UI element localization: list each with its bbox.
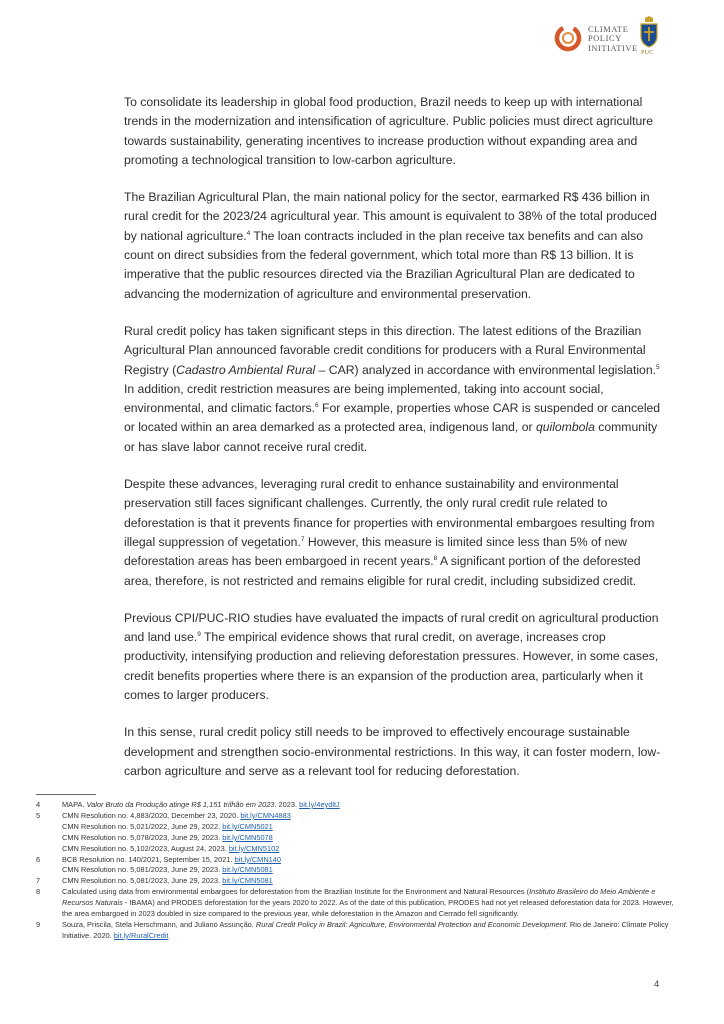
footnote-7: 7 CMN Resolution no. 5,081/2023, June 29, 2023. bit.ly/CMN5081 <box>36 876 273 886</box>
footnote-ref-4[interactable]: 4 <box>246 229 251 237</box>
footnote-5-link-2[interactable]: bit.ly/CMN5021 <box>222 821 273 831</box>
paragraph-3: Rural credit policy has taken significant steps in this direction. The latest editions of the Brazilian Agricultural Plan announced favorable credit conditions for producers with a Rural Environmental Registry (Cadastro Ambiental Rural – CAR) analyzed in accordance with environmental legislation.$^5$ In addition, credit restriction measures are being implemented, taking into account social, environmental, and climatic factors.$^6$ For example, properties whose CAR is suspended or canceled or located within an area demarked as a protected area, indigenous land, or quilombola community or has slave labor cannot receive rural credit. <box>124 323 661 454</box>
cpi-logo-text: CLIMATE POLICY INITIATIVE <box>588 25 638 53</box>
footnote-8: 8 Calculated using data from environmental embargoes for deforestation from the Brazilian Institute for the Environment and Natural Resources (Instituto Brasileiro do Meio Ambiente e Recursos Naturais - IBAMA) and PRODES deforestation for the years 2020 to 2022. As of the date of this publication, PRODES had not yet released deforestation data for 2023. However, the area embargoed in 2023 doubled in size compared to the previous year, while deforestation in the Amazon and Cerrado fell significantly. <box>36 887 674 919</box>
footnote-ref-9[interactable]: 9 <box>197 631 201 639</box>
footnote-6: 6 BCB Resolution no. 140/2021, September 15, 2021. bit.ly/CMN140 CMN Resolution no. 5,081/2023, June 29, 2023. bit.ly/CMN5081 <box>36 854 281 875</box>
footnote-9: 9 Souza, Priscila, Stela Herschmann, and Juliano Assunção. Rural Credit Policy in Brazil: Agriculture, Environmental Protection and Economic Development. Rio de Janeiro: Climate Policy Initiative. 2020. bit.ly/RuralCredit <box>36 919 669 940</box>
footnote-4-link[interactable]: bit.ly/4eydltJ <box>299 800 340 809</box>
footnote-4: 4 MAPA. Valor Bruto da Produção atinge R$ 1,151 trilhão em 2023. 2023. bit.ly/4eydltJ <box>36 800 340 809</box>
footnotes <box>36 800 676 942</box>
paragraph-5: Previous CPI/PUC-RIO studies have evaluated the impacts of rural credit on agricultural production and land use.$^9$ The empirical evidence shows that rural credit, on average, increases crop productivity, intensifying production and relieving deforestation pressures. However, in some cases, credit benefits properties where there is an expansion of the production area, particularly when it comes to larger producers. <box>124 610 659 703</box>
footnote-9-link[interactable]: bit.ly/RuralCredit <box>113 930 169 940</box>
footnote-divider <box>36 794 96 795</box>
footnote-6-link-1[interactable]: bit.ly/CMN140 <box>234 854 281 864</box>
header-logos <box>552 14 724 62</box>
paragraph-1: To consolidate its leadership in global food production, Brazil needs to keep up with international trends in the modernization and intensification of agriculture. Public policies must direct agriculture towards sustainability, generating incentives to increase production without expanding area and promoting a technological transition to low-carbon agriculture. <box>124 95 654 167</box>
footnote-ref-7[interactable]: 7 <box>300 535 305 543</box>
footnote-ref-6[interactable]: 6 <box>315 402 319 410</box>
footnote-5: 5 CMN Resolution no. 4,883/2020, December 23, 2020. bit.ly/CMN4883 CMN Resolution no. 5,021/2022, June 29, 2022. bit.ly/CMN5021 CMN Resolution no. 5,078/2023, June 29, 2023. bit.ly/CMN5078 CMN Resolution no. 5,102/2023, August 24, 2023. bit.ly/CMN5102 <box>36 810 291 853</box>
paragraph-4: Despite these advances, leveraging rural credit to enhance sustainability and environmental preservation still faces significant challenges. Currently, the only rural credit rule related to deforestation is that it prevents finance for properties with environmental embargoes resulting from illegal suppression of vegetation.$^7$ However, this measure is limited since less than 5% of new deforestation areas has been embargoed in recent years.$^8$ A significant portion of the deforested area, therefore, is not restricted and remains eligible for rural credit, including subsidized credit. <box>124 477 655 588</box>
footnote-6-link-2[interactable]: bit.ly/CMN5081 <box>222 865 273 875</box>
paragraph-2: The Brazilian Agricultural Plan, the main national policy for the sector, earmarked R$ 436 billion in rural credit for the 2023/24 agricultural year. This amount is equivalent to 38% of the total produced by national agriculture.$^4$ The loan contracts included in the plan receive tax benefits and can also count on direct subsidies from the federal government, which total more than R$ 13 billion. It is imperative that the public resources directed via the Brazilian Agricultural Plan are dedicated to advancing the modernization of agriculture and environmental preservation. <box>124 190 657 301</box>
body-text <box>124 93 664 799</box>
footnote-5-link-4[interactable]: bit.ly/CMN5102 <box>228 843 280 853</box>
page-number: 4 <box>654 979 660 990</box>
footnote-7-link[interactable]: bit.ly/CMN5081 <box>222 876 273 886</box>
puc-logo-text: PUC <box>641 50 654 56</box>
footnote-ref-5[interactable]: 5 <box>656 363 660 371</box>
cpi-logo-icon <box>554 24 582 52</box>
puc-crest-icon <box>638 16 660 48</box>
footnote-ref-8[interactable]: 8 <box>433 555 438 563</box>
footnote-5-link-1[interactable]: bit.ly/CMN4883 <box>240 810 291 820</box>
paragraph-6: In this sense, rural credit policy still needs to be improved to effectively encourage sustainable development and strengthen socio-environmental restrictions. In this way, it can foster modern, low-carbon agriculture and serve as a relevant tool for reducing deforestation. <box>124 725 661 778</box>
footnote-5-link-3[interactable]: bit.ly/CMN5078 <box>222 832 273 842</box>
